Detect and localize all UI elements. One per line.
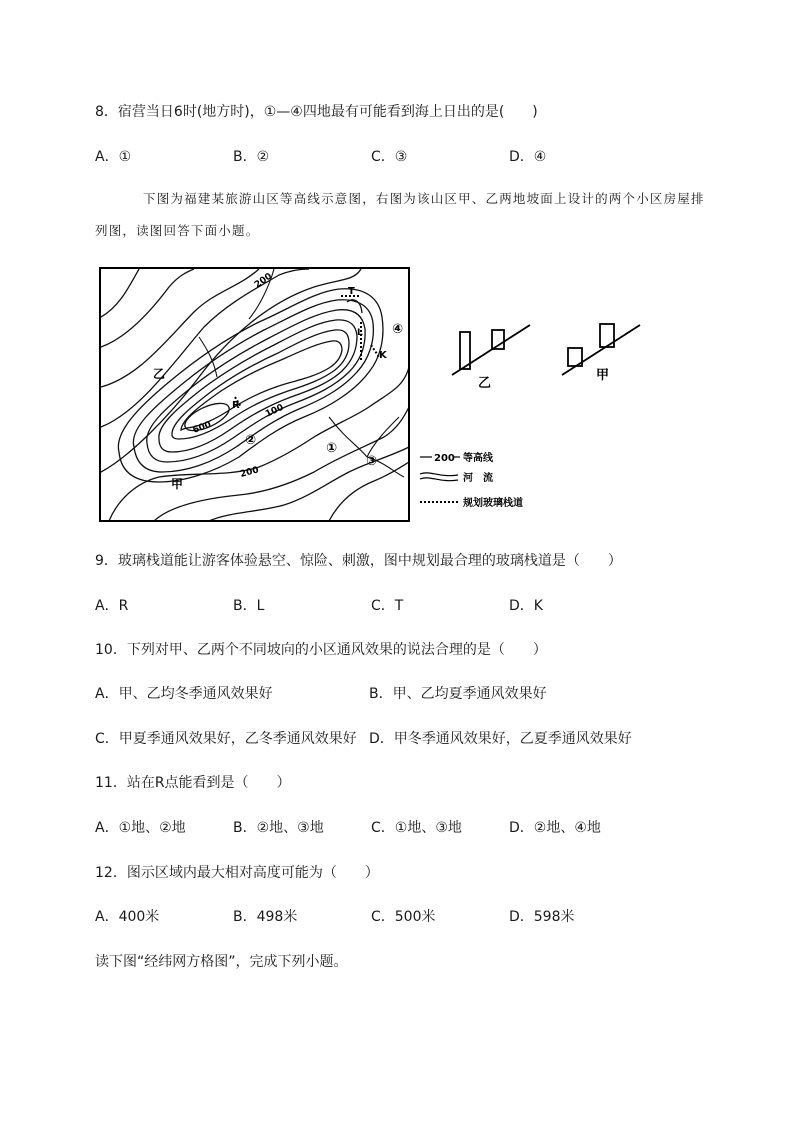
q12-option-c[interactable]: C．500米 (371, 909, 436, 925)
q9-option-a[interactable]: A．R (95, 598, 129, 614)
q9-option-b[interactable]: B．L (233, 598, 265, 614)
question-8-stem: 8．宿营当日6时(地方时)，①—④四地最有可能看到海上日出的是( ) (95, 104, 538, 120)
contour-label-100: 100 (264, 402, 286, 420)
slope-house-diagram (448, 315, 648, 390)
q10-option-c[interactable]: C．甲夏季通风效果好，乙冬季通风效果好 (95, 731, 357, 747)
legend-path: 规划玻璃栈道 (463, 498, 523, 509)
q11-option-a[interactable]: A．①地、②地 (95, 820, 186, 836)
q10-option-d[interactable]: D．甲冬季通风效果好，乙夏季通风效果好 (369, 731, 632, 747)
question-12-stem: 12．图示区域内最大相对高度可能为（ ） (95, 865, 379, 881)
legend-contour-value: 200 (434, 453, 455, 464)
label-yi: 乙 (153, 367, 166, 381)
map-legend (418, 446, 558, 516)
figure-intro-paragraph (95, 183, 705, 247)
point-1: ① (326, 441, 338, 456)
contour-label-200-bottom: 200 (239, 465, 260, 480)
label-R: R (232, 400, 240, 411)
q9-option-d[interactable]: D．K (509, 598, 543, 614)
q11-option-c[interactable]: C．①地、③地 (371, 820, 462, 836)
point-4: ④ (392, 322, 404, 337)
q12-option-b[interactable]: B．498米 (233, 909, 298, 925)
closing-instruction: 读下图“经纬网方格图”，完成下列小题。 (95, 954, 348, 970)
label-T: T (348, 286, 355, 297)
point-2: ② (245, 433, 257, 448)
label-L: L (357, 328, 363, 338)
q9-option-c[interactable]: C．T (371, 598, 404, 614)
q8-option-a[interactable]: A．① (95, 149, 132, 165)
q11-option-d[interactable]: D．②地、④地 (509, 820, 601, 836)
point-3: ③ (366, 454, 378, 469)
legend-river: 河 流 (463, 473, 493, 484)
question-11-stem: 11．站在R点能看到是（ ） (95, 775, 291, 791)
q10-option-b[interactable]: B．甲、乙均夏季通风效果好 (369, 686, 547, 702)
q11-option-b[interactable]: B．②地、③地 (233, 820, 324, 836)
contour-label-200-top: 200 (252, 271, 275, 291)
contour-map (99, 267, 411, 523)
q8-option-c[interactable]: C．③ (371, 149, 408, 165)
slope-label-jia: 甲 (596, 368, 610, 383)
q12-option-a[interactable]: A．400米 (95, 909, 160, 925)
q8-option-d[interactable]: D．④ (509, 149, 547, 165)
contour-label-600: 600 (191, 419, 213, 436)
q10-option-a[interactable]: A．甲、乙均冬季通风效果好 (95, 686, 273, 702)
q8-option-b[interactable]: B．② (233, 149, 270, 165)
figure-intro-text: 下图为福建某旅游山区等高线示意图，右图为该山区甲、乙两地坡面上设计的两个小区房屋排列图，读图回答下面小题。 (95, 191, 705, 238)
q12-option-d[interactable]: D．598米 (509, 909, 575, 925)
question-9-stem: 9．玻璃栈道能让游客体验悬空、惊险、刺激，图中规划最合理的玻璃栈道是（ ） (95, 553, 622, 569)
label-jia: 甲 (171, 477, 184, 491)
slope-label-yi: 乙 (478, 376, 492, 390)
label-K: K (379, 350, 387, 361)
legend-contour: 等高线 (463, 453, 493, 464)
question-10-stem: 10．下列对甲、乙两个不同坡向的小区通风效果的说法合理的是（ ） (95, 642, 547, 658)
path-K (371, 345, 379, 357)
